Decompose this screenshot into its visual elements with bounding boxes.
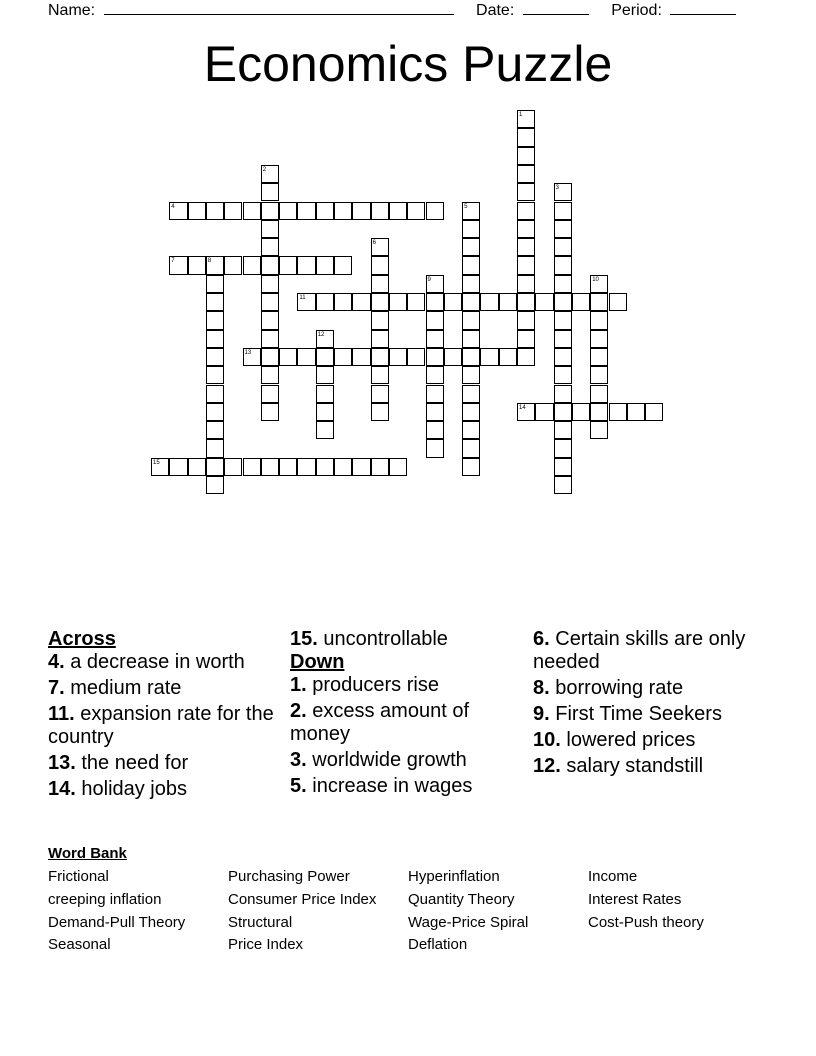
crossword-cell[interactable] (206, 202, 224, 220)
crossword-cell[interactable] (480, 348, 498, 366)
clue-down-12: 12. salary standstill (533, 755, 704, 777)
crossword-cell[interactable] (517, 330, 535, 348)
crossword-cell[interactable] (206, 366, 224, 384)
clue-across-4: 4. a decrease in worth (48, 651, 245, 673)
crossword-cell[interactable] (462, 385, 480, 403)
clue-down-2: 2. excess amount of money (290, 700, 469, 745)
crossword-cell[interactable] (554, 311, 572, 329)
crossword-cell[interactable] (645, 403, 663, 421)
clues-column-1 (48, 628, 284, 804)
crossword-cell[interactable] (261, 275, 279, 293)
crossword-cell[interactable] (426, 403, 444, 421)
clue-down-3: 3. worldwide growth (290, 749, 467, 771)
crossword-cell[interactable] (261, 385, 279, 403)
crossword-cell[interactable] (426, 330, 444, 348)
crossword-cell[interactable] (462, 238, 480, 256)
crossword-cell[interactable] (224, 458, 242, 476)
word-bank-item: Seasonal (48, 936, 111, 953)
crossword-cell[interactable] (316, 293, 334, 311)
date-label: Date: (476, 2, 515, 19)
word-bank-item: Cost-Push theory (588, 914, 704, 931)
crossword-cell[interactable] (261, 366, 279, 384)
crossword-cell[interactable] (517, 220, 535, 238)
crossword-cell[interactable] (352, 348, 370, 366)
crossword-cell[interactable] (224, 256, 242, 274)
crossword-cell[interactable] (206, 403, 224, 421)
clue-across-11: 11. expansion rate for the country (48, 703, 274, 748)
crossword-cell[interactable] (279, 256, 297, 274)
clue-number: 1 (519, 112, 523, 118)
crossword-cell[interactable] (517, 202, 535, 220)
crossword-cell[interactable] (261, 256, 279, 274)
crossword-cell[interactable] (371, 385, 389, 403)
crossword-cell[interactable] (554, 385, 572, 403)
crossword-cell[interactable] (590, 403, 608, 421)
crossword-cell[interactable] (462, 293, 480, 311)
crossword-cell[interactable] (554, 458, 572, 476)
crossword-cell[interactable] (426, 421, 444, 439)
crossword-cell[interactable] (554, 256, 572, 274)
crossword-cell[interactable] (371, 256, 389, 274)
clue-across-13: 13. the need for (48, 752, 189, 774)
crossword-cell[interactable] (499, 293, 517, 311)
crossword-cell[interactable] (499, 348, 517, 366)
crossword-cell[interactable] (261, 348, 279, 366)
word-bank-item: Consumer Price Index (228, 891, 377, 908)
crossword-cell[interactable] (554, 330, 572, 348)
crossword-cell[interactable] (426, 311, 444, 329)
clue-number: 7 (171, 258, 175, 265)
clues-column-3 (533, 628, 769, 781)
crossword-cell[interactable] (224, 202, 242, 220)
crossword-cell[interactable] (554, 421, 572, 439)
crossword-cell[interactable] (371, 458, 389, 476)
crossword-cell[interactable] (188, 458, 206, 476)
crossword-cell[interactable] (188, 256, 206, 274)
clue-number: 5 (464, 203, 468, 210)
crossword-cell[interactable] (426, 439, 444, 457)
crossword-cell[interactable] (316, 366, 334, 384)
crossword-cell[interactable] (334, 256, 352, 274)
clue-number: 10 (592, 276, 599, 283)
period-label: Period: (611, 2, 662, 19)
crossword-cell[interactable] (572, 403, 590, 421)
crossword-cell[interactable] (517, 293, 535, 311)
crossword-cell[interactable] (352, 458, 370, 476)
crossword-cell[interactable] (462, 275, 480, 293)
crossword-cell[interactable] (554, 238, 572, 256)
crossword-cell[interactable] (279, 202, 297, 220)
crossword-cell[interactable] (462, 330, 480, 348)
word-bank-item: Frictional (48, 868, 109, 885)
crossword-cell[interactable] (389, 458, 407, 476)
crossword-cell[interactable] (243, 202, 261, 220)
crossword-cell[interactable] (554, 476, 572, 494)
clue-down-5: 5. increase in wages (290, 775, 473, 797)
crossword-cell[interactable] (371, 202, 389, 220)
word-bank-item: Deflation (408, 936, 468, 953)
clue-number: 3 (555, 185, 559, 192)
crossword-cell[interactable] (462, 439, 480, 457)
clue-number: 12 (317, 331, 325, 338)
word-bank-item: Income (588, 868, 638, 885)
word-bank-item: Wage-Price Spiral (408, 914, 529, 931)
crossword-cell[interactable] (609, 403, 627, 421)
crossword-cell[interactable] (554, 275, 572, 293)
clue-number: 13 (244, 349, 252, 356)
crossword-cell[interactable] (462, 458, 480, 476)
crossword-cell[interactable] (426, 385, 444, 403)
crossword-cell[interactable] (371, 311, 389, 329)
crossword-cell[interactable] (206, 458, 224, 476)
crossword-cell[interactable] (444, 348, 462, 366)
crossword-cell[interactable] (590, 421, 608, 439)
crossword-cell[interactable] (297, 458, 315, 476)
clue-number: 11 (299, 295, 306, 301)
word-bank-item: Hyperinflation (408, 868, 500, 885)
crossword-cell[interactable] (261, 403, 279, 421)
crossword-cell[interactable] (609, 293, 627, 311)
crossword-cell[interactable] (517, 348, 535, 366)
word-bank-title: Word Bank (48, 845, 127, 862)
crossword-cell[interactable] (590, 366, 608, 384)
crossword-cell[interactable] (426, 202, 444, 220)
crossword-cell[interactable] (554, 220, 572, 238)
crossword-cell[interactable] (316, 202, 334, 220)
crossword-cell[interactable] (371, 293, 389, 311)
clue-down-9: 9. First Time Seekers (533, 703, 722, 725)
word-bank-item: Price Index (228, 936, 304, 953)
crossword-cell[interactable] (206, 348, 224, 366)
crossword-cell[interactable] (554, 403, 572, 421)
crossword-cell[interactable] (334, 458, 352, 476)
clue-number: 6 (372, 240, 376, 247)
crossword-cell[interactable] (389, 348, 407, 366)
crossword-cell[interactable] (261, 311, 279, 329)
crossword-cell[interactable] (206, 311, 224, 329)
crossword-cell[interactable] (371, 366, 389, 384)
crossword-cell[interactable] (243, 256, 261, 274)
crossword-cell[interactable] (590, 311, 608, 329)
down-heading: Down (290, 651, 345, 673)
clue-across-14: 14. holiday jobs (48, 778, 187, 800)
crossword-cell[interactable] (554, 348, 572, 366)
crossword-cell[interactable] (444, 293, 462, 311)
crossword-cell[interactable] (371, 275, 389, 293)
crossword-cell[interactable] (352, 202, 370, 220)
crossword-cell[interactable] (462, 348, 480, 366)
crossword-cell[interactable] (261, 293, 279, 311)
crossword-cell[interactable] (206, 476, 224, 494)
crossword-cell[interactable] (279, 458, 297, 476)
crossword-cell[interactable] (554, 366, 572, 384)
crossword-cell[interactable] (554, 202, 572, 220)
crossword-cell[interactable] (517, 275, 535, 293)
crossword-cell[interactable] (206, 275, 224, 293)
name-label: Name: (48, 2, 96, 19)
crossword-cell[interactable] (261, 202, 279, 220)
clue-across-15: 15. uncontrollable (290, 628, 448, 650)
crossword-cell[interactable] (371, 348, 389, 366)
crossword-cell[interactable] (352, 293, 370, 311)
clue-number: 9 (427, 276, 431, 283)
crossword-cell[interactable] (206, 330, 224, 348)
crossword-cell[interactable] (462, 220, 480, 238)
crossword-cell[interactable] (590, 293, 608, 311)
crossword-cell[interactable] (480, 293, 498, 311)
crossword-cell[interactable] (316, 348, 334, 366)
crossword-cell[interactable] (627, 403, 645, 421)
crossword-grid (0, 0, 816, 520)
crossword-cell[interactable] (407, 348, 425, 366)
word-bank-item: Interest Rates (588, 891, 682, 908)
crossword-cell[interactable] (426, 293, 444, 311)
crossword-cell[interactable] (297, 202, 315, 220)
word-bank-item: Quantity Theory (408, 891, 515, 908)
page-title: Economics Puzzle (203, 36, 613, 92)
crossword-cell[interactable] (206, 293, 224, 311)
crossword-cell[interactable] (334, 348, 352, 366)
clue-number: 4 (171, 203, 175, 210)
crossword-cell[interactable] (462, 366, 480, 384)
crossword-cell[interactable] (462, 311, 480, 329)
crossword-cell[interactable] (316, 385, 334, 403)
crossword-cell[interactable] (389, 293, 407, 311)
clue-number: 14 (519, 404, 526, 411)
crossword-cell[interactable] (517, 311, 535, 329)
crossword-cell[interactable] (535, 403, 553, 421)
crossword-cell[interactable] (590, 330, 608, 348)
crossword-cell[interactable] (517, 256, 535, 274)
across-heading: Across (48, 628, 116, 650)
crossword-cell[interactable] (316, 403, 334, 421)
crossword-cell[interactable] (590, 385, 608, 403)
crossword-cell[interactable] (243, 458, 261, 476)
crossword-cell[interactable] (206, 385, 224, 403)
crossword-cell[interactable] (297, 348, 315, 366)
crossword-cell[interactable] (426, 366, 444, 384)
clues-column-2 (290, 628, 526, 801)
crossword-cell[interactable] (188, 202, 206, 220)
crossword-cell[interactable] (517, 128, 535, 146)
crossword-cell[interactable] (554, 293, 572, 311)
crossword-cell[interactable] (261, 458, 279, 476)
crossword-cell[interactable] (206, 439, 224, 457)
crossword-cell[interactable] (462, 256, 480, 274)
crossword-cell[interactable] (279, 348, 297, 366)
clue-down-6: 6. Certain skills are only needed (533, 628, 746, 673)
crossword-cell[interactable] (572, 293, 590, 311)
word-bank-item: Purchasing Power (228, 868, 350, 885)
clue-across-7: 7. medium rate (48, 677, 182, 699)
word-bank-item: Structural (228, 914, 293, 931)
crossword-cell[interactable] (590, 348, 608, 366)
word-bank-item: Demand-Pull Theory (48, 914, 186, 931)
crossword-cell[interactable] (517, 147, 535, 165)
crossword-cell[interactable] (316, 421, 334, 439)
clue-number: 15 (153, 459, 160, 466)
crossword-cell[interactable] (334, 293, 352, 311)
crossword-cell[interactable] (206, 421, 224, 439)
crossword-cell[interactable] (517, 238, 535, 256)
crossword-cell[interactable] (334, 202, 352, 220)
clue-number: 8 (207, 258, 212, 265)
crossword-cell[interactable] (426, 348, 444, 366)
word-bank-item: creeping inflation (48, 891, 162, 908)
crossword-cell[interactable] (407, 293, 425, 311)
crossword-cell[interactable] (389, 202, 407, 220)
crossword-cell[interactable] (316, 256, 334, 274)
crossword-cell[interactable] (371, 330, 389, 348)
crossword-cell[interactable] (517, 183, 535, 201)
crossword-cell[interactable] (261, 330, 279, 348)
crossword-cell[interactable] (371, 403, 389, 421)
crossword-cell[interactable] (261, 220, 279, 238)
crossword-cell[interactable] (554, 439, 572, 457)
crossword-cell[interactable] (261, 183, 279, 201)
crossword-cell[interactable] (316, 458, 334, 476)
crossword-cell[interactable] (169, 458, 187, 476)
crossword-cell[interactable] (261, 238, 279, 256)
crossword-cell[interactable] (462, 421, 480, 439)
crossword-cell[interactable] (407, 202, 425, 220)
crossword-cell[interactable] (517, 165, 535, 183)
clue-number: 2 (262, 166, 267, 173)
crossword-cell[interactable] (297, 256, 315, 274)
crossword-cell[interactable] (462, 403, 480, 421)
clue-down-1: 1. producers rise (290, 674, 439, 696)
crossword-cell[interactable] (535, 293, 553, 311)
clue-down-10: 10. lowered prices (533, 729, 696, 751)
clue-down-8: 8. borrowing rate (533, 677, 684, 699)
